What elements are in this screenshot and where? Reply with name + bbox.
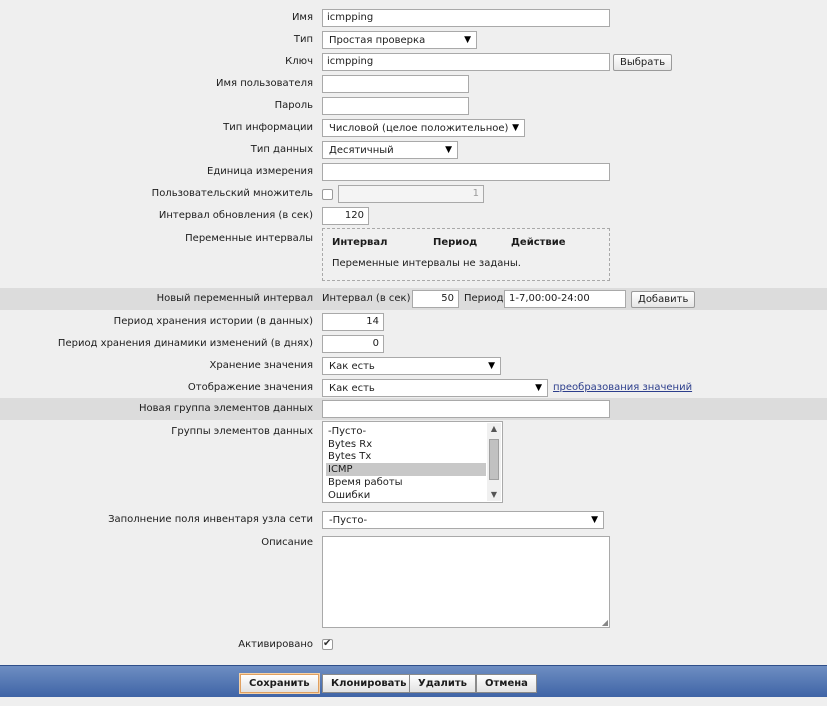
scroll-down-icon[interactable]: ▼: [490, 490, 498, 499]
list-item[interactable]: Bytes Tx: [328, 451, 372, 462]
list-item-selected[interactable]: ICMP: [326, 463, 486, 476]
chevron-down-icon: ▼: [512, 123, 519, 133]
new-flex-interval-input[interactable]: 50: [412, 290, 459, 308]
key-input[interactable]: icmpping: [322, 53, 610, 71]
checkmark-icon: ✔: [323, 638, 332, 649]
new-flex-period-input[interactable]: 1-7,00:00-24:00: [504, 290, 626, 308]
chevron-down-icon: ▼: [488, 361, 495, 371]
enabled-label: Активировано: [238, 639, 313, 650]
show-value-select[interactable]: [322, 379, 548, 397]
chevron-down-icon: ▼: [535, 383, 542, 393]
inventory-label: Заполнение поля инвентаря узла сети: [108, 514, 313, 525]
units-input[interactable]: [322, 163, 610, 181]
description-textarea[interactable]: [322, 536, 610, 628]
interval-input[interactable]: 120: [322, 207, 369, 225]
new-flex-label: Новый переменный интервал: [156, 293, 313, 304]
save-button[interactable]: Сохранить: [240, 674, 319, 693]
flex-col-period: Период: [433, 237, 478, 248]
chevron-down-icon: ▼: [445, 145, 452, 155]
store-value-label: Хранение значения: [209, 360, 313, 371]
chevron-down-icon: ▼: [464, 35, 471, 45]
enabled-checkbox[interactable]: [322, 639, 333, 650]
data-type-label: Тип данных: [250, 144, 313, 155]
flex-intervals-label: Переменные интервалы: [185, 233, 313, 244]
data-type-select[interactable]: [322, 141, 458, 159]
description-label: Описание: [261, 537, 313, 548]
applications-listbox[interactable]: [322, 421, 503, 503]
add-flex-button[interactable]: Добавить: [631, 291, 695, 308]
key-label: Ключ: [285, 56, 313, 67]
flex-intervals-table: [322, 228, 610, 281]
chevron-down-icon: ▼: [591, 515, 598, 525]
scrollbar-thumb[interactable]: [489, 439, 499, 480]
applications-scrollbar[interactable]: [487, 423, 501, 501]
interval-label: Интервал обновления (в сек): [158, 210, 313, 221]
username-label: Имя пользователя: [215, 78, 313, 89]
store-value-select[interactable]: [322, 357, 501, 375]
applications-label: Группы элементов данных: [171, 426, 313, 437]
show-value-label: Отображение значения: [187, 382, 313, 393]
units-label: Единица измерения: [207, 166, 313, 177]
type-select[interactable]: [322, 31, 477, 49]
list-item[interactable]: Bytes Rx: [328, 439, 373, 450]
multiplier-input[interactable]: 1: [338, 185, 484, 203]
key-select-button[interactable]: Выбрать: [613, 54, 672, 71]
name-label: Имя: [291, 12, 313, 23]
history-input[interactable]: 14: [322, 313, 384, 331]
flex-col-interval: Интервал: [332, 237, 388, 248]
form-footer: [0, 665, 827, 697]
resize-grip-icon[interactable]: ◢: [601, 618, 608, 627]
inventory-select[interactable]: [322, 511, 604, 529]
trends-input[interactable]: 0: [322, 335, 384, 353]
new-flex-interval-label: Интервал (в сек): [322, 293, 411, 304]
list-item[interactable]: -Пусто-: [328, 426, 367, 437]
scroll-up-icon[interactable]: ▲: [490, 424, 498, 433]
list-item[interactable]: Ошибки: [328, 490, 371, 501]
username-input[interactable]: [322, 75, 469, 93]
new-flex-period-label: Период: [464, 293, 504, 304]
password-label: Пароль: [274, 100, 313, 111]
info-type-label: Тип информации: [223, 122, 313, 133]
store-value-select-value: Как есть: [329, 361, 375, 372]
value-mapping-link[interactable]: преобразования значений: [553, 382, 693, 393]
delete-button[interactable]: Удалить: [409, 674, 476, 693]
new-app-label: Новая группа элементов данных: [139, 403, 313, 414]
multiplier-label: Пользовательский множитель: [151, 188, 313, 199]
type-label: Тип: [293, 34, 313, 45]
multiplier-checkbox[interactable]: [322, 189, 333, 200]
data-type-select-value: Десятичный: [329, 145, 394, 156]
new-app-input[interactable]: [322, 400, 610, 418]
flex-col-action: Действие: [511, 237, 566, 248]
trends-label: Период хранения динамики изменений (в днях): [57, 338, 313, 349]
password-input[interactable]: [322, 97, 469, 115]
flex-intervals-empty: Переменные интервалы не заданы.: [332, 258, 521, 269]
history-label: Период хранения истории (в данных): [113, 316, 313, 327]
list-item[interactable]: Время работы: [328, 477, 403, 488]
info-type-select[interactable]: [322, 119, 525, 137]
inventory-select-value: -Пусто-: [329, 515, 368, 526]
info-type-select-value: Числовой (целое положительное): [329, 123, 509, 134]
clone-button[interactable]: Клонировать: [322, 674, 416, 693]
name-input[interactable]: icmpping: [322, 9, 610, 27]
type-select-value: Простая проверка: [329, 35, 426, 46]
cancel-button[interactable]: Отмена: [476, 674, 537, 693]
show-value-select-value: Как есть: [329, 383, 375, 394]
